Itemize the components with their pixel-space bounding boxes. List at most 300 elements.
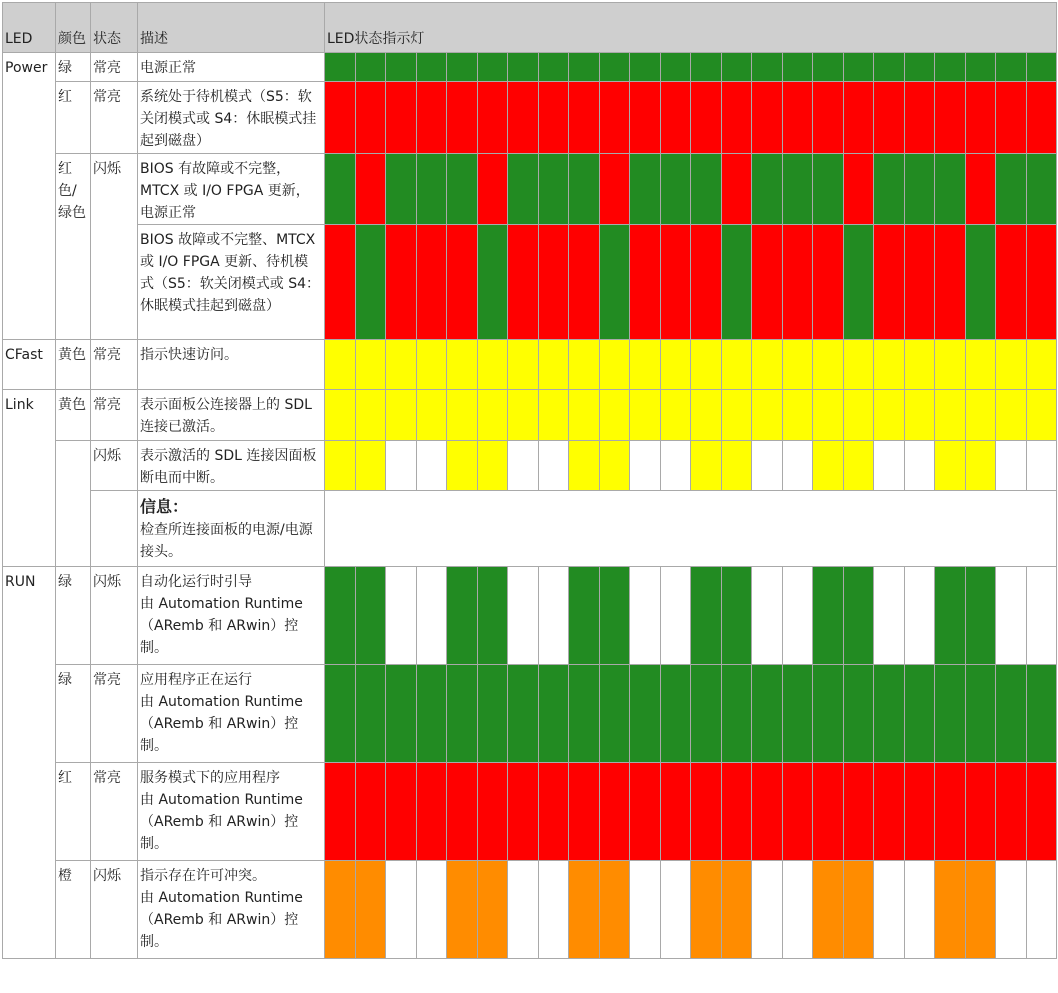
led-pattern-cell: [355, 567, 386, 665]
led-pattern-cell: [935, 340, 966, 390]
led-pattern-cell: [904, 53, 935, 82]
led-pattern-cell: [874, 340, 905, 390]
led-pattern-cell: [965, 763, 996, 861]
led-pattern-cell: [904, 665, 935, 763]
led-pattern-cell: [508, 441, 539, 491]
state-cell: 常亮: [91, 665, 138, 763]
led-pattern-cell: [1026, 82, 1057, 154]
header-color: 颜色: [56, 3, 91, 53]
led-pattern-cell: [1026, 441, 1057, 491]
led-pattern-cell: [935, 665, 966, 763]
description-cell: [138, 665, 325, 763]
table-row: [3, 861, 1057, 959]
led-pattern-cell: [935, 763, 966, 861]
led-pattern-cell: [416, 763, 447, 861]
led-pattern-cell: [508, 390, 539, 441]
led-pattern-cell: [630, 225, 661, 340]
description-cell: [138, 225, 325, 340]
led-pattern-cell: [569, 390, 600, 441]
led-pattern-cell: [569, 567, 600, 665]
led-pattern-cell: [782, 567, 813, 665]
led-pattern-cell: [447, 225, 478, 340]
state-cell: 常亮: [91, 340, 138, 390]
led-pattern-cell: [569, 82, 600, 154]
led-pattern-cell: [782, 665, 813, 763]
description-text: 由 Automation Runtime（ARemb 和 ARwin）控制。: [140, 792, 303, 852]
led-pattern-cell: [477, 441, 508, 491]
color-cell: 绿: [56, 665, 91, 763]
state-cell: 常亮: [91, 53, 138, 82]
led-pattern-cell: [386, 665, 417, 763]
led-pattern-cell: [752, 53, 783, 82]
led-pattern-cell: [386, 53, 417, 82]
led-pattern-cell: [569, 225, 600, 340]
led-pattern-cell: [996, 154, 1027, 225]
led-pattern-cell: [752, 665, 783, 763]
led-link: Link: [3, 390, 56, 567]
led-pattern-cell: [325, 861, 356, 959]
table-row: [3, 665, 1057, 763]
description-cell: [138, 441, 325, 491]
led-pattern-cell: [691, 340, 722, 390]
led-pattern-cell: [1026, 861, 1057, 959]
led-pattern-cell: [599, 567, 630, 665]
led-pattern-cell: [355, 53, 386, 82]
led-pattern-cell: [477, 665, 508, 763]
led-pattern-cell: [599, 225, 630, 340]
led-pattern-cell: [1026, 665, 1057, 763]
led-pattern-cell: [447, 154, 478, 225]
description-text: 自动化运行时引导: [140, 574, 252, 590]
led-pattern-cell: [630, 53, 661, 82]
led-pattern-cell: [538, 154, 569, 225]
led-pattern-cell: [447, 441, 478, 491]
led-pattern-cell: [447, 763, 478, 861]
led-pattern-cell: [996, 225, 1027, 340]
color-cell-empty: [56, 441, 91, 567]
led-pattern-cell: [477, 82, 508, 154]
led-pattern-cell: [813, 441, 844, 491]
description-text: 由 Automation Runtime（ARemb 和 ARwin）控制。: [140, 694, 303, 754]
led-pattern-cell: [752, 441, 783, 491]
led-pattern-cell: [660, 154, 691, 225]
led-pattern-cell: [874, 665, 905, 763]
led-pattern-cell: [325, 390, 356, 441]
led-pattern-cell: [386, 567, 417, 665]
led-pattern-cell: [538, 53, 569, 82]
led-pattern-cell: [935, 390, 966, 441]
led-pattern-cell: [630, 763, 661, 861]
description-text: 电源正常: [140, 60, 196, 76]
led-pattern-cell: [782, 53, 813, 82]
led-pattern-cell: [569, 763, 600, 861]
led-pattern-cell: [508, 763, 539, 861]
led-pattern-cell: [447, 82, 478, 154]
description-text: 表示面板公连接器上的 SDL 连接已激活。: [140, 397, 312, 435]
led-pattern-cell: [965, 53, 996, 82]
led-pattern-cell: [599, 861, 630, 959]
info-row: [3, 491, 1057, 567]
led-pattern-cell: [416, 53, 447, 82]
led-pattern-cell: [1026, 154, 1057, 225]
led-pattern-cell: [843, 665, 874, 763]
led-pattern-cell: [599, 340, 630, 390]
color-cell: 橙: [56, 861, 91, 959]
led-pattern-cell: [935, 225, 966, 340]
led-pattern-cell: [996, 340, 1027, 390]
led-pattern-cell: [843, 861, 874, 959]
led-pattern-cell: [416, 390, 447, 441]
led-pattern-cell: [660, 340, 691, 390]
state-cell: 常亮: [91, 763, 138, 861]
led-pattern-cell: [477, 861, 508, 959]
led-pattern-cell: [1026, 763, 1057, 861]
led-pattern-cell: [569, 861, 600, 959]
led-pattern-cell: [386, 340, 417, 390]
led-pattern-cell: [508, 53, 539, 82]
led-pattern-cell: [355, 861, 386, 959]
led-status-table: [2, 2, 1057, 959]
led-pattern-cell: [538, 567, 569, 665]
led-pattern-cell: [447, 390, 478, 441]
led-pattern-cell: [630, 340, 661, 390]
led-pattern-cell: [904, 225, 935, 340]
led-pattern-cell: [447, 567, 478, 665]
led-pattern-cell: [599, 53, 630, 82]
led-pattern-cell: [538, 665, 569, 763]
led-pattern-cell: [752, 225, 783, 340]
led-pattern-cell: [416, 154, 447, 225]
state-cell: 闪烁: [91, 567, 138, 665]
state-cell-empty: [91, 491, 138, 567]
led-pattern-cell: [386, 861, 417, 959]
led-pattern-cell: [325, 82, 356, 154]
led-pattern-cell: [325, 665, 356, 763]
led-pattern-cell: [691, 567, 722, 665]
led-pattern-cell: [843, 763, 874, 861]
led-pattern-cell: [904, 340, 935, 390]
led-pattern-cell: [599, 82, 630, 154]
table-row: [3, 53, 1057, 82]
description-text: 服务模式下的应用程序: [140, 770, 280, 786]
led-pattern-cell: [935, 861, 966, 959]
led-pattern-cell: [843, 567, 874, 665]
led-pattern-cell: [477, 225, 508, 340]
led-pattern-cell: [477, 390, 508, 441]
led-pattern-cell: [355, 763, 386, 861]
description-cell: [138, 53, 325, 82]
led-pattern-cell: [599, 763, 630, 861]
led-pattern-cell: [477, 53, 508, 82]
led-pattern-cell: [874, 82, 905, 154]
color-cell: 红: [56, 763, 91, 861]
led-pattern-cell: [538, 82, 569, 154]
led-pattern-cell: [813, 154, 844, 225]
led-pattern-cell: [660, 390, 691, 441]
led-pattern-cell: [599, 154, 630, 225]
led-pattern-cell: [630, 82, 661, 154]
led-pattern-cell: [874, 763, 905, 861]
led-pattern-cell: [965, 390, 996, 441]
led-pattern-cell: [508, 567, 539, 665]
led-pattern-cell: [691, 441, 722, 491]
led-pattern-cell: [874, 861, 905, 959]
led-pattern-cell: [752, 861, 783, 959]
description-cell: [138, 861, 325, 959]
description-text: 表示激活的 SDL 连接因面板断电而中断。: [140, 448, 317, 486]
led-pattern-cell: [782, 861, 813, 959]
state-cell: 常亮: [91, 390, 138, 441]
color-cell: 黄色: [56, 340, 91, 390]
led-pattern-cell: [874, 390, 905, 441]
led-pattern-cell: [691, 763, 722, 861]
led-pattern-cell: [904, 82, 935, 154]
state-cell: 常亮: [91, 82, 138, 154]
led-pattern-cell: [935, 154, 966, 225]
led-pattern-cell: [386, 763, 417, 861]
led-pattern-cell: [1026, 225, 1057, 340]
led-pattern-cell: [325, 53, 356, 82]
led-pattern-cell: [416, 861, 447, 959]
led-pattern-cell: [660, 861, 691, 959]
led-pattern-cell: [843, 154, 874, 225]
led-pattern-cell: [996, 82, 1027, 154]
table-row: [3, 340, 1057, 390]
led-pattern-cell: [874, 53, 905, 82]
color-cell: 绿: [56, 567, 91, 665]
led-pattern-cell: [813, 665, 844, 763]
led-pattern-cell: [935, 567, 966, 665]
led-pattern-cell: [843, 390, 874, 441]
led-pattern-cell: [721, 340, 752, 390]
led-pattern-cell: [843, 82, 874, 154]
led-pattern-cell: [660, 82, 691, 154]
led-pattern-cell: [416, 441, 447, 491]
color-cell: 绿: [56, 53, 91, 82]
led-pattern-cell: [660, 225, 691, 340]
led-pattern-cell: [752, 154, 783, 225]
led-pattern-cell: [660, 665, 691, 763]
led-pattern-cell: [935, 82, 966, 154]
led-pattern-cell: [904, 567, 935, 665]
led-pattern-cell: [782, 154, 813, 225]
led-pattern-cell: [477, 567, 508, 665]
led-pattern-cell: [691, 154, 722, 225]
led-pattern-cell: [416, 82, 447, 154]
led-pattern-cell: [721, 390, 752, 441]
led-pattern-cell: [782, 340, 813, 390]
led-pattern-cell: [752, 763, 783, 861]
header-led-pattern: LED状态指示灯: [325, 3, 1057, 53]
led-pattern-cell: [721, 665, 752, 763]
led-pattern-cell: [386, 390, 417, 441]
led-pattern-cell: [691, 665, 722, 763]
led-pattern-cell: [965, 225, 996, 340]
led-pattern-cell: [691, 861, 722, 959]
info-cell: [138, 491, 325, 567]
led-pattern-cell: [508, 154, 539, 225]
led-pattern-cell: [599, 390, 630, 441]
led-pattern-cell: [508, 225, 539, 340]
led-pattern-cell: [874, 567, 905, 665]
led-pattern-cell: [569, 154, 600, 225]
led-pattern-cell: [599, 665, 630, 763]
led-pattern-cell: [630, 665, 661, 763]
description-cell: [138, 340, 325, 390]
led-pattern-cell: [538, 763, 569, 861]
state-cell: 闪烁: [91, 861, 138, 959]
led-pattern-cell: [782, 82, 813, 154]
led-pattern-cell: [996, 441, 1027, 491]
led-pattern-cell: [904, 154, 935, 225]
led-pattern-cell: [325, 763, 356, 861]
table-row: [3, 441, 1057, 491]
led-pattern-cell: [416, 567, 447, 665]
led-pattern-cell: [386, 225, 417, 340]
led-pattern-cell: [782, 225, 813, 340]
led-pattern-cell: [325, 340, 356, 390]
led-pattern-cell: [355, 154, 386, 225]
led-pattern-cell: [386, 441, 417, 491]
header-state: 状态: [91, 3, 138, 53]
led-cfast: CFast: [3, 340, 56, 390]
led-pattern-cell: [416, 665, 447, 763]
description-text: BIOS 有故障或不完整，MTCX 或 I/O FPGA 更新，电源正常: [140, 161, 310, 221]
info-text: 检查所连接面板的电源/电源接头。: [140, 522, 313, 560]
led-pattern-cell: [355, 390, 386, 441]
led-pattern-cell: [355, 82, 386, 154]
info-title: 信息：: [140, 497, 189, 516]
led-pattern-cell: [752, 390, 783, 441]
led-pattern-cell: [721, 763, 752, 861]
led-pattern-cell: [447, 861, 478, 959]
led-pattern-cell: [447, 665, 478, 763]
color-cell: 黄色: [56, 390, 91, 441]
header-description: 描述: [138, 3, 325, 53]
led-pattern-cell: [721, 567, 752, 665]
led-pattern-cell: [874, 225, 905, 340]
led-pattern-cell: [386, 154, 417, 225]
description-cell: [138, 390, 325, 441]
table-row: [3, 154, 1057, 225]
led-pattern-cell: [416, 225, 447, 340]
description-text: 由 Automation Runtime（ARemb 和 ARwin）控制。: [140, 596, 303, 656]
led-pattern-cell: [843, 340, 874, 390]
led-pattern-cell: [325, 567, 356, 665]
led-pattern-cell: [569, 665, 600, 763]
led-pattern-cell: [508, 665, 539, 763]
led-pattern-cell: [752, 340, 783, 390]
led-pattern-cell: [386, 82, 417, 154]
led-pattern-cell: [416, 340, 447, 390]
led-pattern-cell: [691, 82, 722, 154]
led-pattern-cell: [721, 225, 752, 340]
led-pattern-cell: [325, 441, 356, 491]
led-pattern-cell: [355, 340, 386, 390]
led-pattern-cell: [569, 441, 600, 491]
led-pattern-cell: [1026, 390, 1057, 441]
led-run: RUN: [3, 567, 56, 959]
led-pattern-cell: [355, 225, 386, 340]
description-cell: [138, 763, 325, 861]
led-pattern-cell: [447, 53, 478, 82]
led-pattern-cell: [630, 154, 661, 225]
led-pattern-cell: [996, 567, 1027, 665]
led-pattern-cell: [630, 441, 661, 491]
led-pattern-cell: [813, 390, 844, 441]
header-led: LED: [3, 3, 56, 53]
led-pattern-cell: [904, 441, 935, 491]
led-pattern-cell: [691, 390, 722, 441]
led-pattern-cell: [843, 441, 874, 491]
led-pattern-cell: [569, 53, 600, 82]
led-pattern-cell: [843, 225, 874, 340]
state-cell: 闪烁: [91, 154, 138, 340]
led-pattern-cell: [660, 441, 691, 491]
led-pattern-cell: [538, 390, 569, 441]
led-pattern-cell: [752, 567, 783, 665]
led-pattern-cell: [630, 390, 661, 441]
led-pattern-cell: [813, 763, 844, 861]
led-pattern-cell: [691, 225, 722, 340]
led-pattern-cell: [1026, 53, 1057, 82]
led-pattern-cell: [721, 861, 752, 959]
led-pattern-cell: [996, 763, 1027, 861]
led-pattern-cell: [721, 441, 752, 491]
description-text: 应用程序正在运行: [140, 672, 252, 688]
led-pattern-cell: [325, 225, 356, 340]
led-pattern-cell: [630, 567, 661, 665]
description-text: 指示快速访问。: [140, 347, 238, 363]
description-text: BIOS 故障或不完整、MTCX 或 I/O FPGA 更新、待机模式（S5：软关闭模式或 S4：休眠模式挂起到磁盘）: [140, 232, 321, 314]
led-pattern-cell: [996, 53, 1027, 82]
description-cell: [138, 82, 325, 154]
led-pattern-cell: [660, 567, 691, 665]
table-row: [3, 567, 1057, 665]
led-pattern-cell: [630, 861, 661, 959]
led-pattern-cell: [447, 340, 478, 390]
led-pattern-cell: [508, 861, 539, 959]
led-pattern-cell: [538, 225, 569, 340]
led-pattern-cell: [935, 53, 966, 82]
led-pattern-cell: [965, 340, 996, 390]
led-pattern-cell: [996, 390, 1027, 441]
led-pattern-cell: [508, 340, 539, 390]
led-pattern-cell: [904, 861, 935, 959]
led-pattern-cell: [813, 53, 844, 82]
led-pattern-cell: [1026, 567, 1057, 665]
led-pattern-cell: [599, 441, 630, 491]
led-pattern-cell: [935, 441, 966, 491]
led-pattern-cell: [904, 763, 935, 861]
led-pattern-cell: [813, 82, 844, 154]
info-pattern-blank: [325, 491, 1057, 567]
led-pattern-cell: [721, 154, 752, 225]
led-pattern-cell: [996, 665, 1027, 763]
led-pattern-cell: [477, 340, 508, 390]
led-pattern-cell: [538, 441, 569, 491]
led-pattern-cell: [965, 665, 996, 763]
led-pattern-cell: [355, 665, 386, 763]
color-cell: 红色/绿色: [56, 154, 91, 340]
led-pattern-cell: [813, 225, 844, 340]
led-pattern-cell: [721, 53, 752, 82]
led-pattern-cell: [843, 53, 874, 82]
led-pattern-cell: [996, 861, 1027, 959]
led-power: Power: [3, 53, 56, 340]
led-pattern-cell: [477, 154, 508, 225]
led-pattern-cell: [813, 340, 844, 390]
